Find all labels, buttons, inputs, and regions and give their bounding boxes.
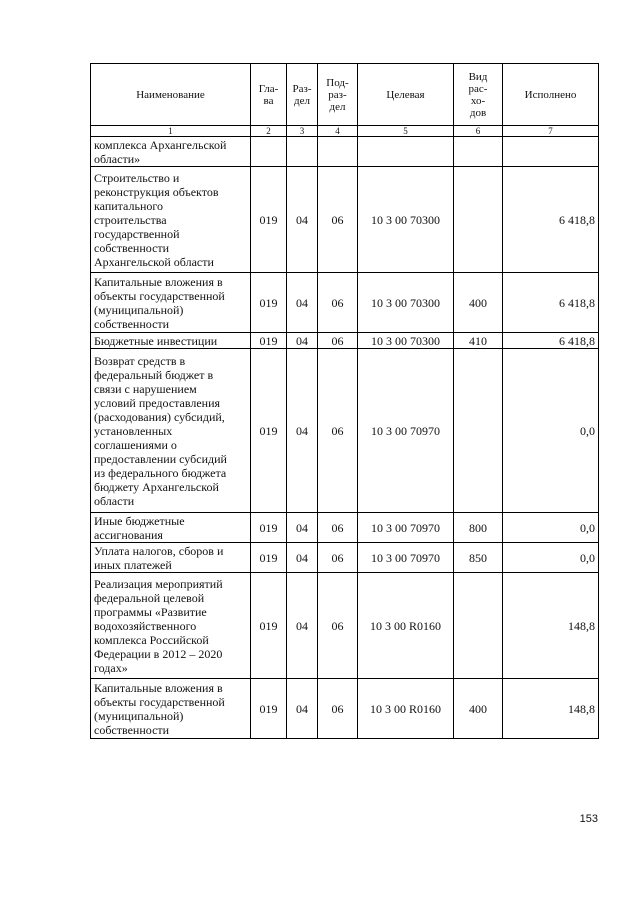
row-chapter-cell: 019 [251, 349, 287, 513]
row-target-cell: 10 3 00 70970 [358, 349, 454, 513]
row-name-cell: Капитальные вложения в объекты государственной (муниципальной) собственности [91, 273, 251, 333]
table-row [91, 167, 599, 273]
row-chapter-cell: 019 [251, 543, 287, 573]
table-row [91, 137, 599, 167]
row-chapter-cell [251, 137, 287, 167]
row-subsection-cell: 06 [318, 333, 358, 349]
row-executed-cell: 148,8 [503, 573, 599, 679]
table-row [91, 679, 599, 739]
row-section-cell: 04 [287, 333, 318, 349]
row-subsection-cell [318, 137, 358, 167]
row-target-cell: 10 3 00 70300 [358, 273, 454, 333]
column-number: 2 [251, 126, 287, 137]
row-subsection-cell: 06 [318, 543, 358, 573]
page-number: 153 [579, 813, 598, 825]
row-section-cell: 04 [287, 273, 318, 333]
row-chapter-cell: 019 [251, 333, 287, 349]
table-row [91, 543, 599, 573]
row-expense-type-cell: 850 [454, 543, 503, 573]
header-target: Целевая [358, 64, 454, 126]
row-name-cell: Уплата налогов, сборов и иных платежей [91, 543, 251, 573]
row-executed-cell: 148,8 [503, 679, 599, 739]
row-name-cell: Реализация мероприятий федеральной целевой программы «Развитие водохозяйственного комплекса Российской Федерации в 2012 – 2020 годах» [91, 573, 251, 679]
row-section-cell: 04 [287, 679, 318, 739]
row-name-cell: Бюджетные инвестиции [91, 333, 251, 349]
row-executed-cell: 6 418,8 [503, 167, 599, 273]
row-name-cell: Возврат средств в федеральный бюджет в связи с нарушением условий предоставления (расходования) субсидий, установленных соглашениями о предоставлении субсидий из федерального бюджета бюджету Архангельской области [91, 349, 251, 513]
row-executed-cell [503, 137, 599, 167]
header-row [91, 64, 599, 126]
row-chapter-cell: 019 [251, 679, 287, 739]
row-executed-cell: 0,0 [503, 543, 599, 573]
header-name: Наименование [91, 64, 251, 126]
table-row [91, 273, 599, 333]
header-chapter: Гла- ва [251, 64, 287, 126]
row-chapter-cell: 019 [251, 167, 287, 273]
column-number: 3 [287, 126, 318, 137]
row-target-cell: 10 3 00 70300 [358, 333, 454, 349]
table-row [91, 333, 599, 349]
row-section-cell: 04 [287, 543, 318, 573]
header-executed: Исполнено [503, 64, 599, 126]
row-expense-type-cell [454, 573, 503, 679]
row-target-cell: 10 3 00 70970 [358, 543, 454, 573]
row-name-cell: Строительство и реконструкция объектов капитального строительства государственной собственности Архангельской области [91, 167, 251, 273]
row-section-cell: 04 [287, 167, 318, 273]
row-target-cell: 10 3 00 R0160 [358, 573, 454, 679]
row-section-cell [287, 137, 318, 167]
row-subsection-cell: 06 [318, 573, 358, 679]
row-section-cell: 04 [287, 349, 318, 513]
header-expense-type: Вид рас- хо- дов [454, 64, 503, 126]
column-number: 7 [503, 126, 599, 137]
row-expense-type-cell: 410 [454, 333, 503, 349]
row-subsection-cell: 06 [318, 513, 358, 543]
header-subsection: Под- раз- дел [318, 64, 358, 126]
row-name-cell: Капитальные вложения в объекты государственной (муниципальной) собственности [91, 679, 251, 739]
row-expense-type-cell [454, 167, 503, 273]
column-number: 5 [358, 126, 454, 137]
row-executed-cell: 6 418,8 [503, 333, 599, 349]
row-executed-cell: 6 418,8 [503, 273, 599, 333]
table-row [91, 573, 599, 679]
column-number: 1 [91, 126, 251, 137]
row-expense-type-cell: 800 [454, 513, 503, 543]
row-expense-type-cell [454, 349, 503, 513]
row-chapter-cell: 019 [251, 513, 287, 543]
row-subsection-cell: 06 [318, 167, 358, 273]
column-number: 6 [454, 126, 503, 137]
header-section: Раз- дел [287, 64, 318, 126]
row-target-cell [358, 137, 454, 167]
table-row [91, 349, 599, 513]
row-executed-cell: 0,0 [503, 349, 599, 513]
row-chapter-cell: 019 [251, 573, 287, 679]
table-row [91, 513, 599, 543]
row-subsection-cell: 06 [318, 273, 358, 333]
row-chapter-cell: 019 [251, 273, 287, 333]
row-name-cell: Иные бюджетные ассигнования [91, 513, 251, 543]
row-section-cell: 04 [287, 573, 318, 679]
row-subsection-cell: 06 [318, 349, 358, 513]
row-expense-type-cell: 400 [454, 679, 503, 739]
column-number: 4 [318, 126, 358, 137]
row-expense-type-cell: 400 [454, 273, 503, 333]
row-executed-cell: 0,0 [503, 513, 599, 543]
row-target-cell: 10 3 00 70300 [358, 167, 454, 273]
row-section-cell: 04 [287, 513, 318, 543]
row-target-cell: 10 3 00 R0160 [358, 679, 454, 739]
row-name-cell: комплекса Архангельской области» [91, 137, 251, 167]
row-expense-type-cell [454, 137, 503, 167]
budget-table [90, 63, 599, 739]
column-number-row [91, 126, 599, 137]
row-target-cell: 10 3 00 70970 [358, 513, 454, 543]
row-subsection-cell: 06 [318, 679, 358, 739]
